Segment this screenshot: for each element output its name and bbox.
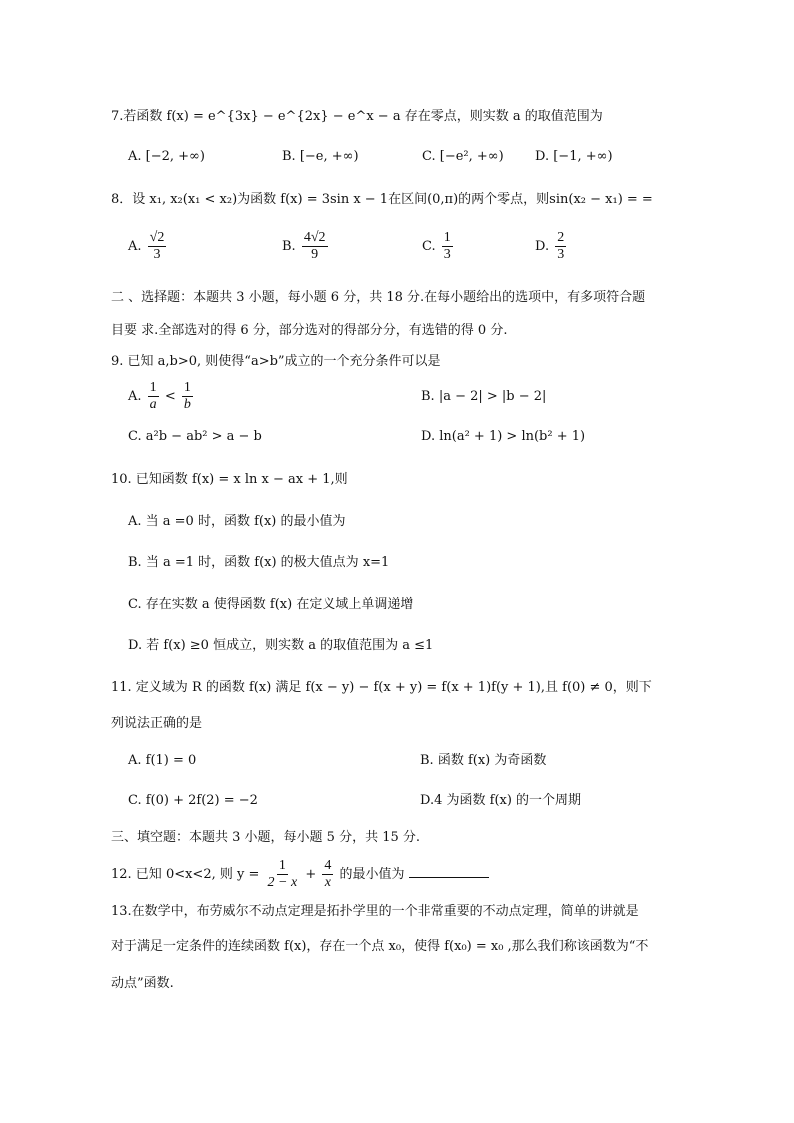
q12-frac1-numerator: 1: [278, 858, 286, 873]
q11-stem-line1: 11. 定义域为 R 的函数 f(x) 满足 f(x − y) − f(x + y) = f(x + 1)f(y + 1),且 f(0) ≠ 0，则下: [111, 680, 652, 695]
q7-option-c: C. [−e², +∞): [422, 149, 504, 164]
section2-heading-line1: 二 、选择题：本题共 3 小题，每小题 6 分，共 18 分.在每小题给出的选项中，有多项符合题: [111, 290, 646, 305]
q11-option-d: D.4 为函数 f(x) 的一个周期: [420, 793, 582, 808]
q10-option-b: B. 当 a =1 时，函数 f(x) 的极大值点为 x=1: [128, 555, 390, 570]
q9-option-a-frac2-denominator: b: [183, 397, 191, 412]
q9-option-a-frac1-denominator: a: [149, 397, 157, 412]
q12-prefix: 12. 已知 0<x<2, 则 y =: [111, 867, 260, 882]
q12-line: [111, 858, 489, 891]
q8-option-d-numerator: 2: [557, 230, 565, 245]
q8-option-c-label: C.: [422, 239, 436, 254]
q11-option-a: A. f(1) = 0: [128, 753, 197, 768]
q12-frac2-numerator: 4: [324, 858, 332, 873]
q9-option-a-fraction-2: [182, 380, 193, 413]
q7-option-d: D. [−1, +∞): [535, 149, 613, 164]
q11-option-c: C. f(0) + 2f(2) = −2: [128, 793, 258, 808]
q8-option-a-label: A.: [128, 239, 142, 254]
q8-option-c-numerator: 1: [443, 230, 451, 245]
q9-option-a-fraction-1: [148, 380, 159, 413]
q9-option-a-label: A.: [128, 389, 142, 404]
q7-stem: 7.若函数 f(x) = e^{3x} − e^{2x} − e^x − a 存在零点，则实数 a 的取值范围为: [111, 109, 603, 124]
q8-option-a-denominator: 3: [153, 247, 161, 262]
section3-heading: 三、填空题：本题共 3 小题，每小题 5 分，共 15 分.: [111, 830, 421, 845]
q8-option-d-label: D.: [535, 239, 550, 254]
q7-option-b: B. [−e, +∞): [282, 149, 359, 164]
q9-option-a-frac1-numerator: 1: [149, 380, 157, 395]
q8-option-d-denominator: 3: [557, 247, 565, 262]
q8-option-b-numerator: 4√2: [303, 230, 326, 245]
q13-line1: 13.在数学中，布劳威尔不动点定理是拓扑学里的一个非常重要的不动点定理，简单的讲就是: [111, 904, 639, 919]
q10-option-d: D. 若 f(x) ≥0 恒成立，则实数 a 的取值范围为 a ≤1: [128, 638, 434, 653]
q8-option-a: [128, 230, 168, 263]
q8-stem: 8．设 x₁, x₂(x₁ < x₂)为函数 f(x) = 3sin x − 1在区间(0,π)的两个零点，则sin(x₂ − x₁) = =: [111, 192, 653, 207]
q8-option-d-fraction: [555, 230, 566, 263]
q8-option-b: [282, 230, 330, 263]
q11-stem-line2: 列说法正确的是: [111, 716, 203, 731]
q12-answer-blank: [409, 865, 489, 878]
q12-fraction-2: [322, 858, 333, 891]
q13-line2: 对于满足一定条件的连续函数 f(x)，存在一个点 x₀，使得 f(x₀) = x₀ ,那么我们称该函数为“不: [111, 939, 649, 954]
q12-fraction-1: [266, 858, 300, 891]
q9-option-b: B. |a − 2| > |b − 2|: [421, 389, 547, 404]
q9-stem: 9. 已知 a,b>0, 则使得“a>b”成立的一个充分条件可以是: [111, 354, 441, 369]
q8-option-b-denominator: 9: [311, 247, 319, 262]
q8-option-a-numerator: √2: [149, 230, 165, 245]
q8-option-b-fraction: [302, 230, 328, 263]
section2-heading-line2: 目要 求.全部选对的得 6 分，部分选对的得部分分，有选错的得 0 分.: [111, 323, 508, 338]
q12-frac2-denominator: x: [324, 875, 331, 890]
q9-option-d: D. ln(a² + 1) > ln(b² + 1): [421, 429, 586, 444]
q8-option-d: [535, 230, 568, 263]
q9-option-a-frac2-numerator: 1: [183, 380, 191, 395]
q12-frac1-denominator: 2 − x: [267, 875, 298, 890]
q10-stem: 10. 已知函数 f(x) = x ln x − ax + 1,则: [111, 472, 348, 487]
q8-option-b-label: B.: [282, 239, 296, 254]
q10-option-c: C. 存在实数 a 使得函数 f(x) 在定义域上单调递增: [128, 597, 414, 612]
q12-suffix: 的最小值为: [339, 867, 405, 882]
q11-option-b: B. 函数 f(x) 为奇函数: [420, 753, 547, 768]
q12-plus: +: [305, 867, 317, 882]
q9-option-a-less-than: <: [164, 389, 176, 404]
q8-option-c-fraction: [442, 230, 453, 263]
q9-option-c: C. a²b − ab² > a − b: [128, 429, 262, 444]
q9-option-a: [128, 380, 195, 413]
q7-option-a: A. [−2, +∞): [128, 149, 205, 164]
q8-option-c: [422, 230, 455, 263]
q10-option-a: A. 当 a =0 时，函数 f(x) 的最小值为: [128, 514, 346, 529]
q8-option-a-fraction: [148, 230, 167, 263]
q8-option-c-denominator: 3: [443, 247, 451, 262]
q13-line3: 动点”函数.: [111, 976, 174, 991]
